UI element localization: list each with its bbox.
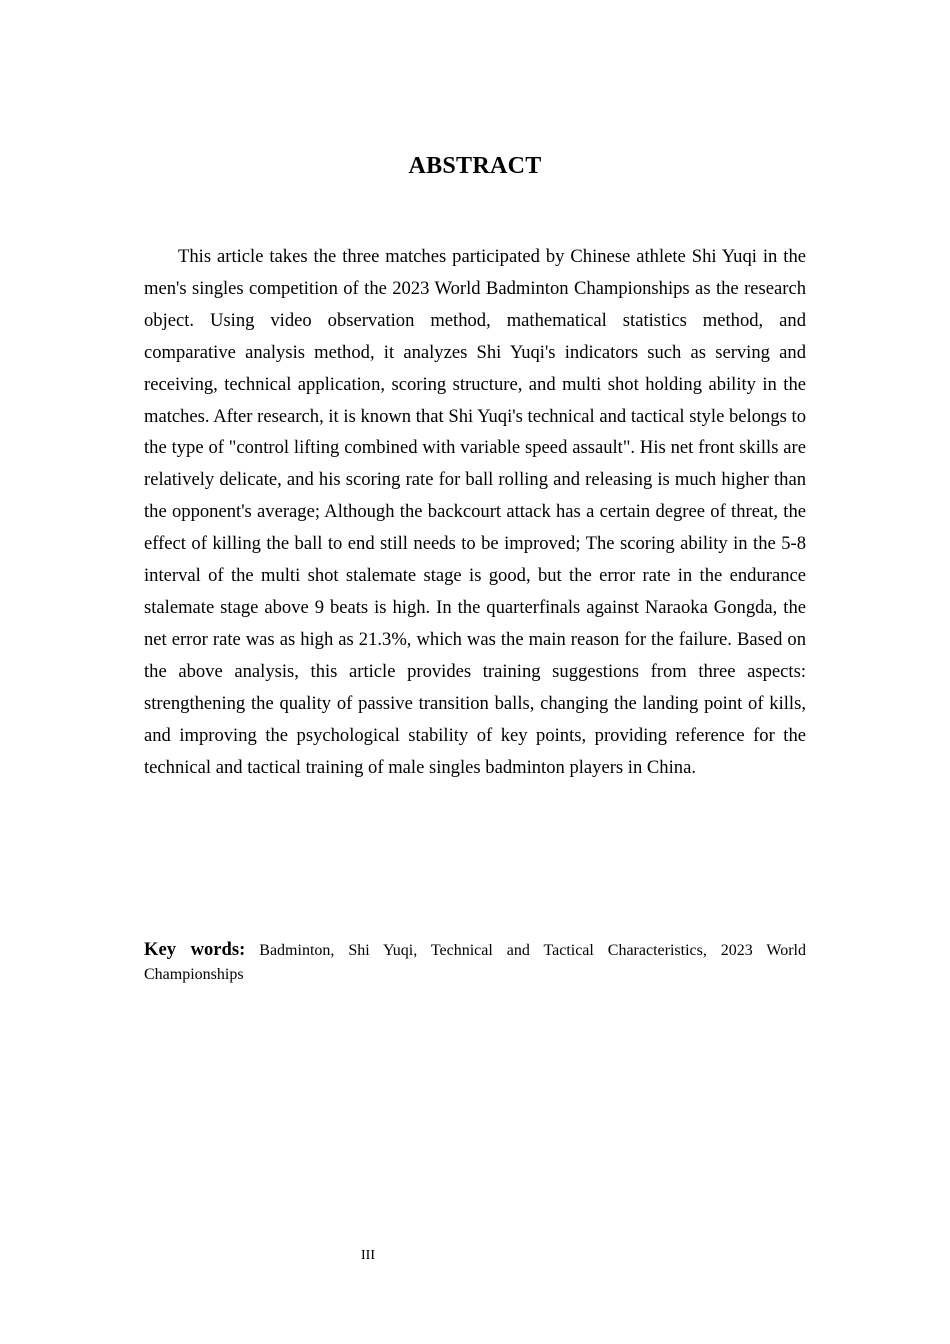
keywords-list: Badminton, Shi Yuqi, Technical and Tactical Characteristics, 2023 World Championships: [144, 942, 807, 983]
abstract-title: ABSTRACT: [408, 153, 542, 179]
abstract-body: This article takes the three matches participated by Chinese athlete Shi Yuqi in the men's singles competition of the 2023 World Badminton Championships as the research object. Using video observation method, mathematical statistics method, and comparative analysis method, it analyzes Shi Yuqi's indicators such as serving and receiving, technical application, scoring structure, and multi shot holding ability in the matches. After research, it is known that Shi Yuqi's technical and tactical style belongs to the type of "control lifting combined with variable speed assault". His net front skills are relatively delicate, and his scoring rate for ball rolling and releasing is much higher than the opponent's average; Although the backcourt attack has a certain degree of threat, the effect of killing the ball to end still needs to be improved; The scoring ability in the 5-8 interval of the multi shot stalemate stage is good, but the error rate in the endurance stalemate stage above 9 beats is high. In the quarterfinals against Naraoka Gongda, the net error rate was as high as 21.3%, which was the main reason for the failure. Based on the above analysis, this article provides training suggestions from three aspects: strengthening the quality of passive transition balls, changing the landing point of kills, and improving the psychological stability of key points, providing reference for the technical and tactical training of male singles badminton players in China.: [144, 246, 806, 778]
page-number: III: [361, 1248, 375, 1263]
keywords-paragraph: [144, 938, 806, 987]
keywords-label: Key words:: [144, 939, 246, 960]
